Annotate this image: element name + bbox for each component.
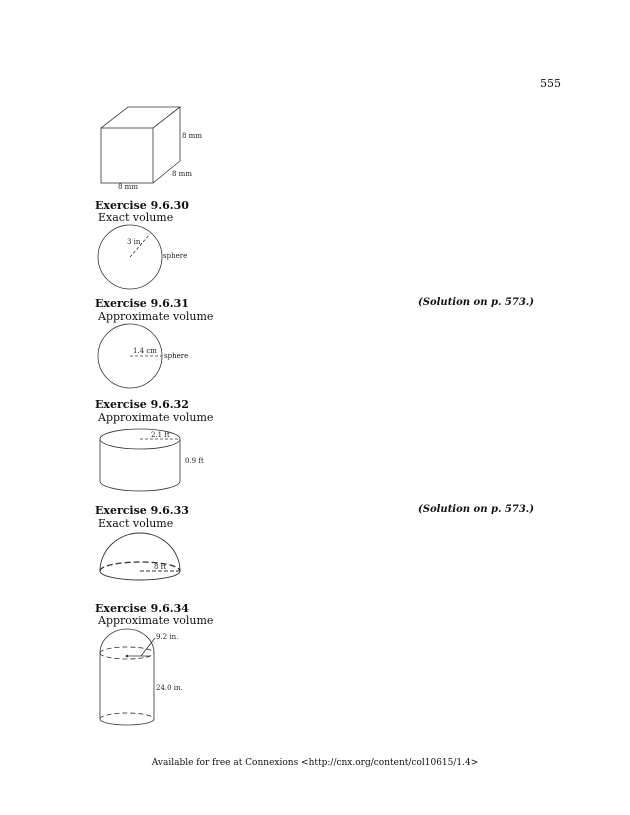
cylinder-height-label: 0.9 ft xyxy=(185,457,204,465)
exercise-title: Exercise 9.6.34 xyxy=(95,602,189,615)
cylinder-figure xyxy=(95,425,225,497)
sphere-radius-label: 3 in. xyxy=(127,238,143,246)
exercise-subtitle: Exact volume xyxy=(98,211,174,224)
exercise-title: Exercise 9.6.32 xyxy=(95,398,189,411)
cylinder-radius-label: 2.1 ft xyxy=(151,431,170,439)
exercise-subtitle: Approximate volume xyxy=(98,310,214,323)
hemisphere-figure xyxy=(95,528,195,593)
page-number: 555 xyxy=(540,77,561,90)
exercise-title: Exercise 9.6.33 xyxy=(95,504,189,517)
solution-reference[interactable]: (Solution on p. 573.) xyxy=(418,297,534,308)
exercise-subtitle: Exact volume xyxy=(98,517,174,530)
exercise-subtitle: Approximate volume xyxy=(98,614,214,627)
cube-figure xyxy=(90,100,220,195)
exercise-title: Exercise 9.6.31 xyxy=(95,297,189,310)
sphere-shape-label: sphere xyxy=(163,252,188,260)
capsule-radius-label: 9.2 in. xyxy=(156,633,179,641)
sphere-figure xyxy=(95,321,195,391)
sphere-shape-label: sphere xyxy=(164,352,189,360)
cube-height-label: 8 mm xyxy=(182,132,202,140)
capsule-figure xyxy=(95,626,215,738)
cube-width-label: 8 mm xyxy=(118,183,138,191)
sphere-radius-label: 1.4 cm xyxy=(133,347,157,355)
hemisphere-radius-label: 8 ft xyxy=(154,563,167,571)
sphere-figure xyxy=(95,222,195,292)
solution-reference[interactable]: (Solution on p. 573.) xyxy=(418,504,534,515)
footer-attribution: Available for free at Connexions <http://cnx.org/content/col10615/1.4> xyxy=(151,758,479,768)
exercise-title: Exercise 9.6.30 xyxy=(95,199,189,212)
exercise-subtitle: Approximate volume xyxy=(98,411,214,424)
cube-depth-label: 8 mm xyxy=(172,170,192,178)
capsule-height-label: 24.0 in. xyxy=(156,684,183,692)
